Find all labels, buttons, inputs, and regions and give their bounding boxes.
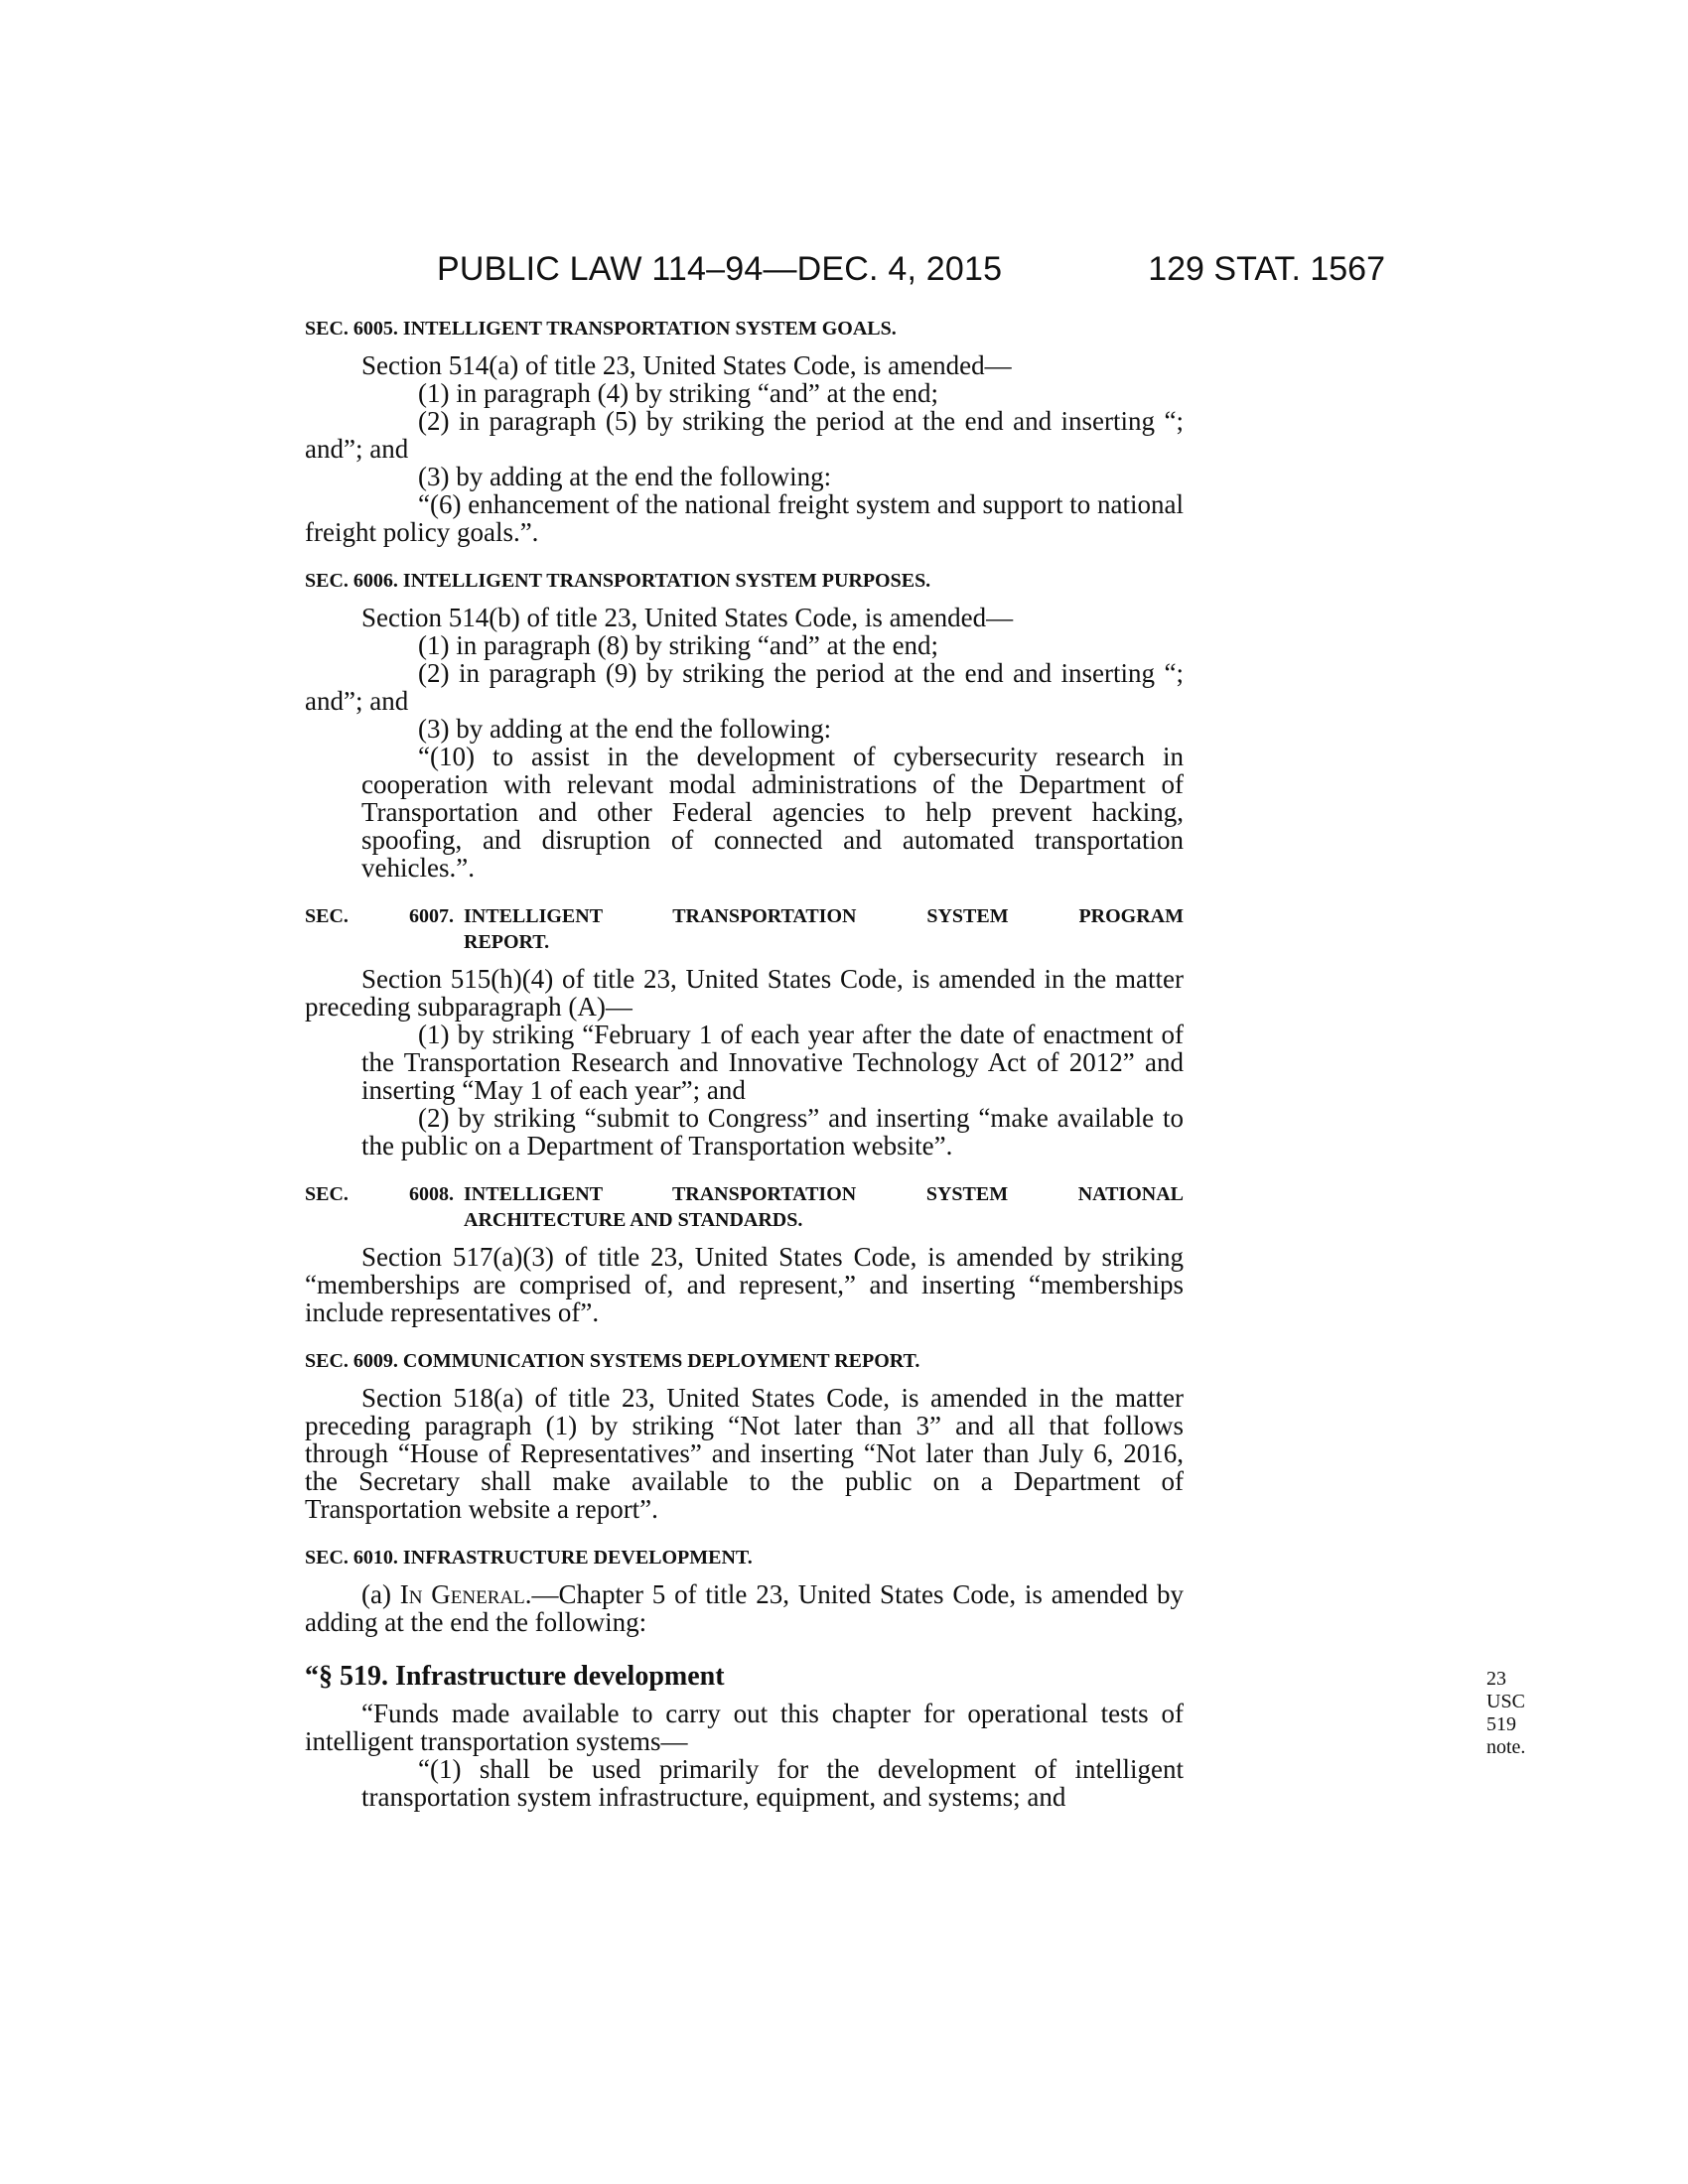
- sec-6006-para: (1) in paragraph (8) by striking “and” at the end;: [418, 630, 939, 660]
- sec-6007-para: Section 515(h)(4) of title 23, United States Code, is amended in the matter preceding subparagraph (A)—: [305, 964, 1184, 1022]
- section-519-title: “§ 519. Infrastructure development: [305, 1661, 725, 1692]
- sec-6007-para: (2) by striking “submit to Congress” and inserting “make available to the public on a Department of Transportation website”.: [361, 1103, 1184, 1160]
- sec-6006-para: “(10) to assist in the development of cybersecurity research in cooperation with relevant modal administrations of the Department of Transportation and other Federal agencies to help prevent hacking, spoofing, and disruption of connected and automated transportation vehicles.”.: [361, 742, 1184, 883]
- sec-number: 6008.: [409, 1183, 454, 1205]
- sec-6010-heading: SEC. 6010. INFRASTRUCTURE DEVELOPMENT.: [305, 1547, 753, 1569]
- page-body: [305, 316, 1526, 1812]
- sec-6005-para: (1) in paragraph (4) by striking “and” at the end;: [418, 378, 939, 408]
- sec-6008-para: Section 517(a)(3) of title 23, United States Code, is amended by striking “memberships are comprised of, and represent,” and inserting “memberships include representatives of”.: [305, 1242, 1184, 1327]
- margin-note: 23 USC 519 note.: [1486, 1668, 1526, 1758]
- sec-6009-heading: SEC. 6009. COMMUNICATION SYSTEMS DEPLOYMENT REPORT.: [305, 1350, 920, 1372]
- sec-title-line: INTELLIGENT TRANSPORTATION SYSTEM NATIONAL: [464, 1183, 1184, 1205]
- sec-6005-para: “(6) enhancement of the national freight system and support to national freight policy goals.”.: [305, 489, 1184, 547]
- sec-6006-heading: SEC. 6006. INTELLIGENT TRANSPORTATION SYSTEM PURPOSES.: [305, 570, 931, 592]
- sec-title-line: REPORT.: [464, 931, 550, 953]
- para-prefix: (a): [361, 1579, 400, 1609]
- sec-title-line: INTELLIGENT TRANSPORTATION SYSTEM PROGRAM: [464, 905, 1184, 927]
- running-head-title: PUBLIC LAW 114–94—DEC. 4, 2015: [437, 250, 1003, 288]
- statute-page-number: 129 STAT. 1567: [1148, 250, 1385, 288]
- sec-6005-heading: SEC. 6005. INTELLIGENT TRANSPORTATION SYSTEM GOALS.: [305, 318, 897, 340]
- sec-title-line: ARCHITECTURE AND STANDARDS.: [464, 1209, 803, 1231]
- sec-6006-para: (2) in paragraph (9) by striking the period at the end and inserting “; and”; and: [305, 658, 1184, 716]
- sec-6005-para: (2) in paragraph (5) by striking the period at the end and inserting “; and”; and: [305, 406, 1184, 464]
- sec-6010-para: “(1) shall be used primarily for the development of intelligent transportation system infrastructure, equipment, and systems; and: [361, 1754, 1184, 1812]
- sec-label: SEC.: [305, 905, 349, 927]
- sec-6009-para: Section 518(a) of title 23, United States Code, is amended in the matter preceding paragraph (1) by striking “Not later than 3” and all that follows through “House of Representatives” and inserting “Not later than July 6, 2016, the Secretary shall make available to the public on a Department of Transportation website a report”.: [305, 1383, 1184, 1524]
- sec-6005-para: Section 514(a) of title 23, United States Code, is amended—: [361, 350, 1012, 380]
- sec-6005-para: (3) by adding at the end the following:: [418, 462, 832, 491]
- para-caption: In General: [399, 1579, 525, 1609]
- sec-6007-para: (1) by striking “February 1 of each year after the date of enactment of the Transportation Research and Innovative Technology Act of 2012” and inserting “May 1 of each year”; and: [361, 1020, 1184, 1105]
- para-text: .—Chapter 5 of title 23, United States Code, is amended by adding at the end the following:: [305, 1579, 1184, 1637]
- sec-6007-heading: [305, 903, 1184, 955]
- sec-6008-heading: [305, 1181, 1184, 1233]
- sec-6010-para: [305, 1580, 1184, 1636]
- page-header: [303, 250, 1385, 290]
- sec-6010-para: “Funds made available to carry out this chapter for operational tests of intelligent transportation systems—: [305, 1699, 1184, 1756]
- sec-6006-para: (3) by adding at the end the following:: [418, 714, 832, 744]
- sec-number: 6007.: [409, 905, 454, 927]
- sec-6006-para: Section 514(b) of title 23, United States Code, is amended—: [361, 603, 1014, 632]
- sec-label: SEC.: [305, 1183, 349, 1205]
